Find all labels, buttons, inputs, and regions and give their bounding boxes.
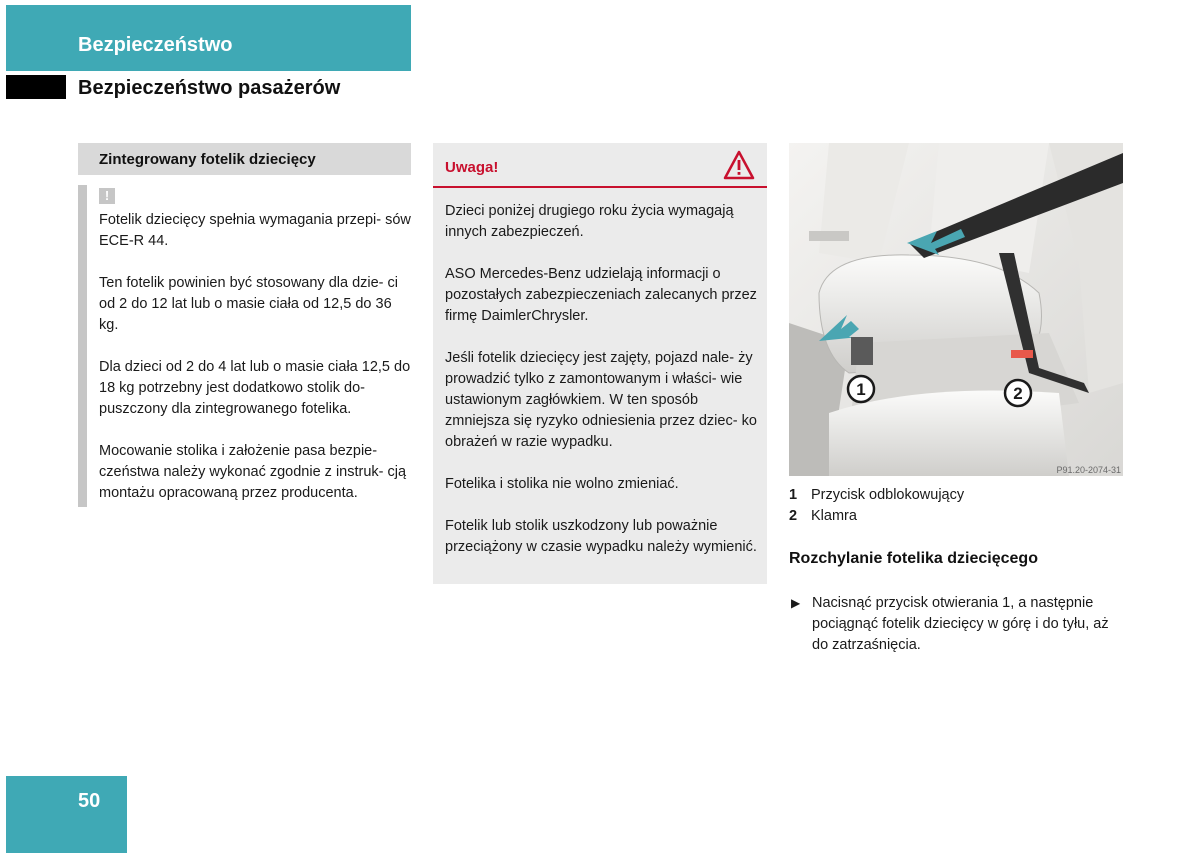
child-seat-illustration bbox=[789, 143, 1123, 476]
section-title: Bezpieczeństwo pasażerów bbox=[78, 77, 341, 99]
callout-2: 2 bbox=[1013, 384, 1023, 403]
warning-paragraph: ASO Mercedes-Benz udzielają informacji o pozostałych zabezpieczeniach zalecanych przez firmę DaimlerChrysler. bbox=[445, 266, 757, 324]
column3-heading: Rozchylanie fotelika dziecięcego bbox=[789, 550, 1038, 567]
child-seat-photo bbox=[789, 143, 1123, 476]
figure-legend bbox=[789, 485, 1123, 527]
chapter-title: Bezpieczeństwo bbox=[78, 34, 233, 56]
instruction-step bbox=[791, 593, 1123, 656]
warning-title: Uwaga! bbox=[445, 159, 499, 176]
section-marker bbox=[6, 75, 66, 99]
column1-paragraph: Dla dzieci od 2 do 4 lat lub o masie ciała 12,5 do 18 kg potrzebny jest dodatkowo stolik do- puszczony dla zintegrowanego fotelika. bbox=[99, 359, 411, 417]
legend-label: Przycisk odblokowujący bbox=[811, 487, 965, 503]
column1-paragraph: Mocowanie stolika i założenie pasa bezpie- czeństwa należy wykonać zgodnie z instruk- cją montażu opracowaną przez producenta. bbox=[99, 443, 407, 501]
column1-paragraph: Ten fotelik powinien być stosowany dla dzie- ci od 2 do 12 lat lub o masie ciała od 12,5 do 36 kg. bbox=[99, 275, 399, 333]
page-number-box bbox=[6, 776, 127, 853]
figure-code: P91.20-2074-31 bbox=[1056, 465, 1121, 475]
column1-paragraph: Fotelik dziecięcy spełnia wymagania przepi- sów ECE-R 44. bbox=[99, 212, 411, 249]
legend-number: 1 bbox=[789, 487, 798, 503]
legend-item bbox=[789, 485, 1123, 506]
step-arrow-icon: ▶ bbox=[791, 596, 801, 610]
note-exclamation-icon: ! bbox=[99, 188, 115, 204]
step-text: Nacisnąć przycisk otwierania 1, a następnie pociągnąć fotelik dziecięcy w górę i do tyłu, aż do zatrzaśnięcia. bbox=[812, 595, 1109, 653]
warning-header bbox=[433, 143, 767, 188]
warning-paragraph: Dzieci poniżej drugiego roku życia wymagają innych zabezpieczeń. bbox=[445, 203, 734, 240]
warning-triangle-icon bbox=[723, 150, 755, 180]
warning-box bbox=[433, 143, 767, 584]
warning-paragraph: Jeśli fotelik dziecięcy jest zajęty, pojazd nale- ży prowadzić tylko z zamontowanym i właści- wie ustawionym zagłówkiem. W ten sposób zmniejsza się ryzyko odniesienia przez dziec- ko obrażeń w razie wypadku. bbox=[445, 350, 757, 450]
callout-1: 1 bbox=[856, 380, 866, 399]
warning-paragraph: Fotelik lub stolik uszkodzony lub poważnie przeciążony w czasie wypadku należy wymienić. bbox=[445, 518, 757, 555]
column1-heading-box bbox=[78, 143, 411, 175]
column1-heading: Zintegrowany fotelik dziecięcy bbox=[99, 151, 316, 168]
warning-body bbox=[445, 201, 763, 579]
legend-number: 2 bbox=[789, 508, 798, 524]
note-side-bar bbox=[78, 185, 87, 507]
legend-label: Klamra bbox=[811, 508, 857, 524]
column1-body bbox=[99, 210, 411, 525]
page-number: 50 bbox=[78, 790, 101, 812]
legend-item bbox=[789, 506, 1123, 527]
warning-paragraph: Fotelika i stolika nie wolno zmieniać. bbox=[445, 476, 679, 492]
